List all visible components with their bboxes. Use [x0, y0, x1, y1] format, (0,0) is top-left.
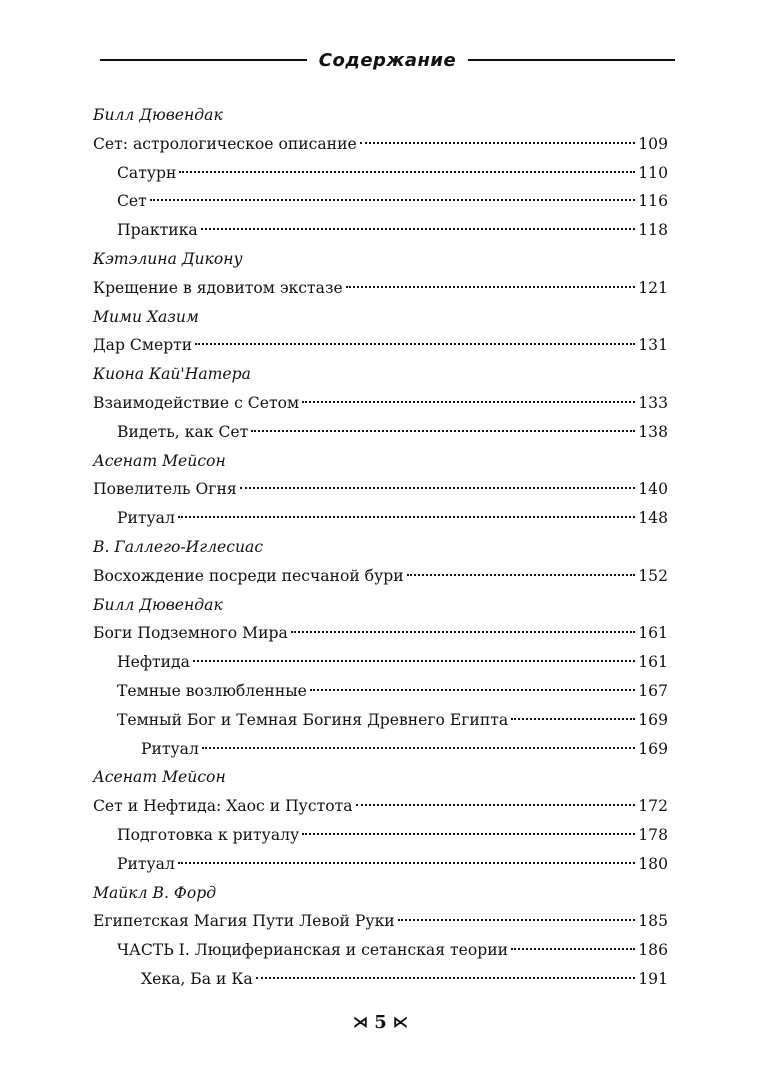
toc-subentry[interactable] — [93, 187, 668, 216]
dot-leader — [302, 401, 635, 403]
toc-entry-page: 178 — [638, 825, 668, 844]
toc-author: Кэтэлина Дикону — [93, 249, 243, 268]
toc-entry-title: Ритуал — [117, 854, 175, 873]
toc-entry-title: Ритуал — [141, 739, 199, 758]
toc-author: Асенат Мейсон — [93, 451, 226, 470]
dot-leader — [178, 862, 635, 864]
dot-leader — [356, 804, 636, 806]
toc-entry-title: ЧАСТЬ I. Люциферианская и сетанская теории — [117, 941, 509, 960]
dot-leader — [302, 833, 635, 835]
table-of-contents — [93, 101, 668, 994]
toc-entry-title: Восхождение посреди песчаной бури — [93, 566, 404, 585]
dot-leader — [360, 142, 636, 144]
toc-entry-page: 138 — [638, 422, 668, 441]
toc-entry-title: Нефтида — [117, 653, 190, 672]
ornament-right-icon: ⋉ — [393, 1013, 409, 1031]
dot-leader — [193, 660, 635, 662]
toc-subentry[interactable] — [93, 677, 668, 706]
dot-leader — [251, 430, 635, 432]
toc-author: Билл Дювендак — [93, 595, 223, 614]
dot-leader — [201, 228, 636, 230]
toc-entry-title: Темный Бог и Темная Богиня Древнего Египта — [117, 710, 509, 729]
toc-entry[interactable] — [93, 389, 668, 418]
toc-subentry[interactable] — [93, 850, 668, 879]
toc-subentry[interactable] — [93, 504, 668, 533]
toc-author: Билл Дювендак — [93, 106, 223, 124]
toc-entry[interactable] — [93, 331, 668, 360]
toc-entry-page: 191 — [638, 969, 668, 988]
toc-entry-title: Видеть, как Сет — [117, 422, 249, 441]
toc-author: В. Галлего-Иглесиас — [93, 537, 264, 556]
toc-entry-page: 110 — [638, 163, 668, 182]
toc-entry-page: 169 — [638, 739, 668, 758]
toc-entry-page: 133 — [638, 393, 668, 412]
toc-author: Асенат Мейсон — [93, 768, 226, 787]
header-rule-right — [468, 59, 675, 61]
toc-entry-page: 140 — [638, 480, 668, 499]
dot-leader — [178, 516, 635, 518]
header-rule-left — [100, 59, 307, 61]
toc-entry-page: 116 — [638, 192, 668, 211]
toc-entry-page: 152 — [638, 566, 668, 585]
toc-entry-title: Хека, Ба и Ка — [141, 969, 253, 988]
dot-leader — [291, 631, 635, 633]
toc-entry-page: 186 — [638, 941, 668, 960]
dot-leader — [511, 948, 635, 950]
dot-leader — [511, 718, 635, 720]
toc-subentry[interactable] — [93, 821, 668, 850]
dot-leader — [195, 343, 635, 345]
toc-entry-page: 185 — [638, 912, 668, 931]
toc-subentry[interactable] — [93, 706, 668, 735]
toc-entry-title: Сет: астрологическое описание — [93, 134, 357, 153]
toc-entry-title: Сет — [117, 192, 147, 211]
page-footer — [0, 1012, 761, 1033]
toc-entry-title: Повелитель Огня — [93, 480, 237, 499]
dot-leader — [256, 977, 636, 979]
dot-leader — [150, 199, 635, 201]
page-header — [100, 44, 675, 76]
toc-entry[interactable] — [93, 130, 668, 159]
toc-entry-page: 109 — [638, 134, 668, 153]
dot-leader — [398, 919, 636, 921]
dot-leader — [346, 286, 636, 288]
toc-entry[interactable] — [93, 475, 668, 504]
toc-entry-page: 118 — [638, 221, 668, 240]
dot-leader — [407, 574, 636, 576]
toc-entry[interactable] — [93, 619, 668, 648]
toc-author: Киона Кай'Натера — [93, 365, 251, 384]
toc-entry-page: 131 — [638, 336, 668, 355]
toc-entry-page: 161 — [638, 653, 668, 672]
toc-subentry[interactable] — [93, 216, 668, 245]
toc-subentry[interactable] — [93, 159, 668, 188]
toc-entry-page: 161 — [638, 624, 668, 643]
toc-entry[interactable] — [93, 792, 668, 821]
toc-entry[interactable] — [93, 562, 668, 591]
toc-entry-title: Ритуал — [117, 509, 175, 528]
toc-author: Мими Хазим — [93, 307, 199, 326]
toc-subentry[interactable] — [93, 648, 668, 677]
toc-entry-title: Подготовка к ритуалу — [117, 825, 300, 844]
page-number: 5 — [374, 1012, 387, 1033]
toc-entry-page: 172 — [638, 797, 668, 816]
toc-subsubentry[interactable] — [93, 965, 668, 994]
dot-leader — [240, 487, 636, 489]
dot-leader — [202, 747, 635, 749]
toc-entry-title: Сатурн — [117, 163, 177, 182]
toc-entry-title: Практика — [117, 221, 198, 240]
toc-entry-page: 169 — [638, 710, 668, 729]
toc-entry-title: Крещение в ядовитом экстазе — [93, 278, 343, 297]
toc-entry-page: 148 — [638, 509, 668, 528]
toc-entry-title: Боги Подземного Мира — [93, 624, 288, 643]
toc-entry[interactable] — [93, 907, 668, 936]
toc-entry-page: 180 — [638, 854, 668, 873]
toc-entry-title: Темные возлюбленные — [117, 681, 307, 700]
toc-entry-page: 121 — [638, 278, 668, 297]
toc-entry-title: Сет и Нефтида: Хаос и Пустота — [93, 797, 353, 816]
toc-subentry[interactable] — [93, 936, 668, 965]
toc-entry[interactable] — [93, 274, 668, 303]
toc-entry-title: Взаимодействие с Сетом — [93, 393, 300, 412]
toc-entry-title: Дар Смерти — [93, 336, 193, 355]
toc-subsubentry[interactable] — [93, 735, 668, 764]
ornament-left-icon: ⋊ — [352, 1013, 368, 1031]
dot-leader — [179, 171, 635, 173]
toc-subentry[interactable] — [93, 418, 668, 447]
dot-leader — [310, 689, 635, 691]
toc-entry-title: Египетская Магия Пути Левой Руки — [93, 912, 395, 931]
toc-entry-page: 167 — [638, 681, 668, 700]
toc-author: Майкл В. Форд — [93, 883, 217, 902]
page-title: Содержание — [318, 49, 457, 71]
